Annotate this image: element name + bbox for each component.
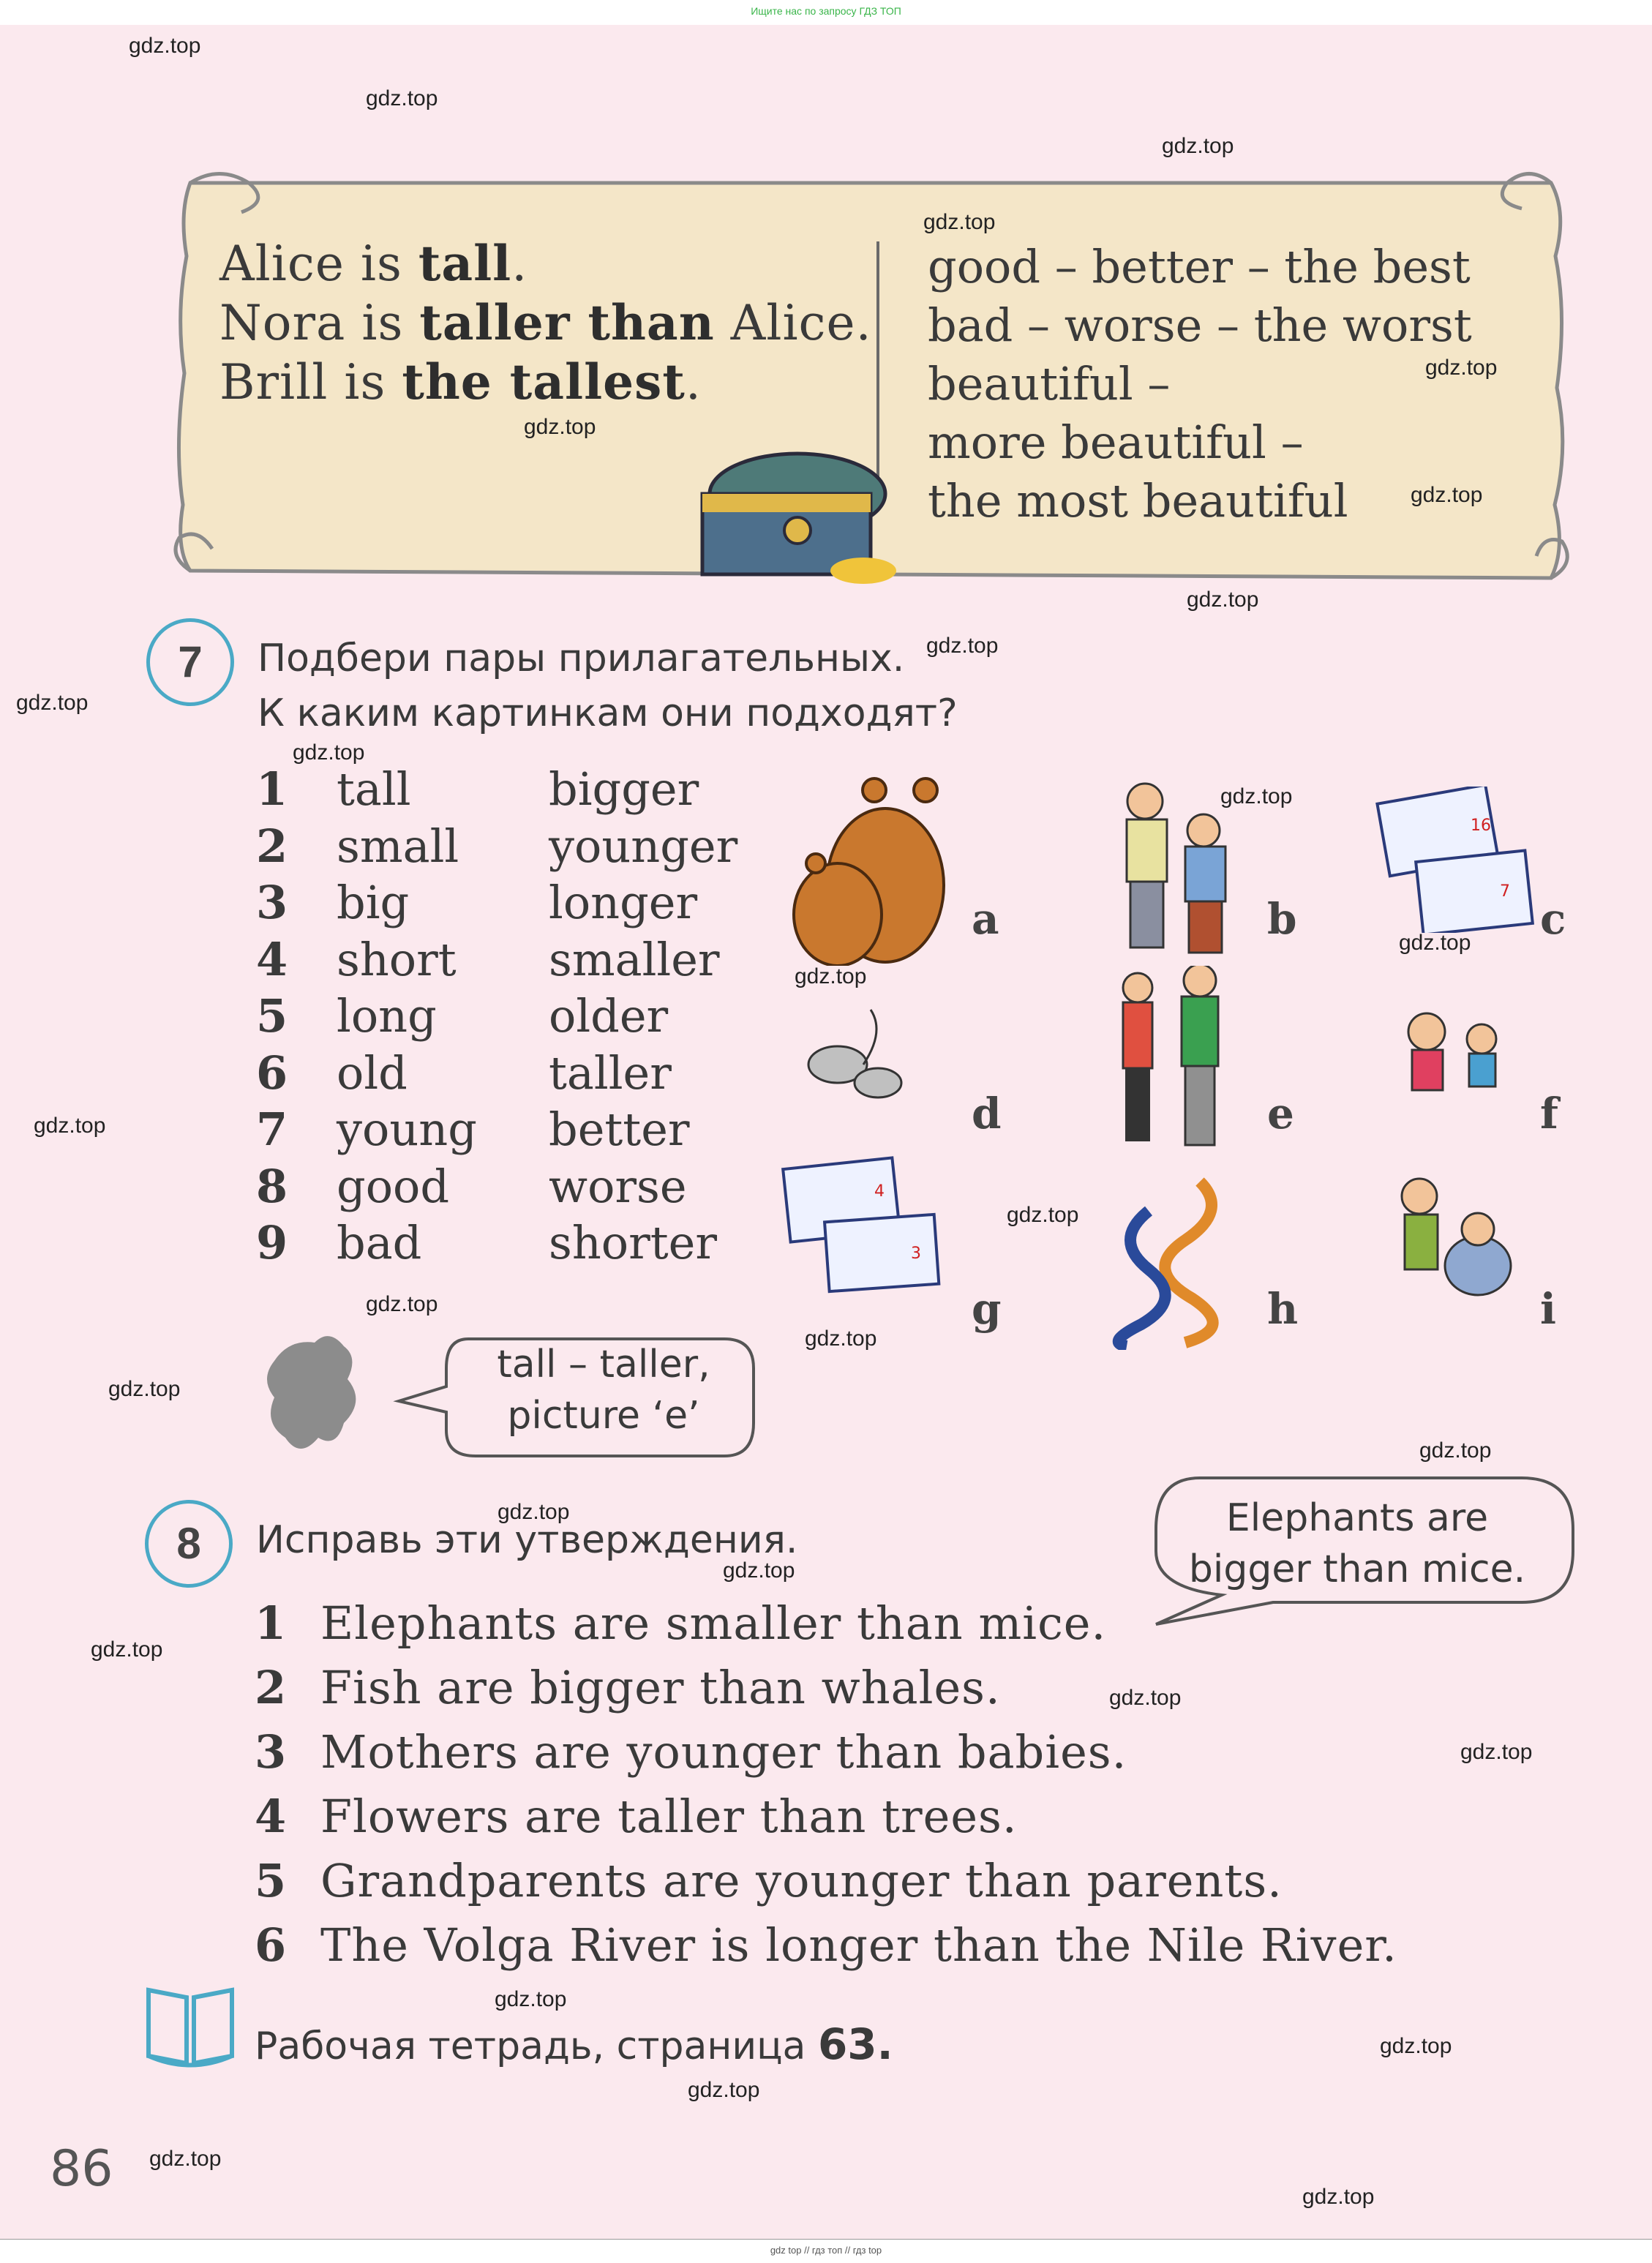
comparison-example <box>219 234 872 412</box>
adjective-list <box>256 761 737 1272</box>
svg-text:4: 4 <box>874 1182 885 1201</box>
picture-label-b: b <box>1267 894 1297 944</box>
list-item: 4 short smaller <box>256 932 720 986</box>
list-item: 6 The Volga River is longer than the Nile River. <box>255 1918 1397 1972</box>
notebooks-picture-c <box>1375 787 1536 933</box>
irregular-line-1: good – better – the best <box>928 240 1471 293</box>
irregular-forms <box>928 238 1472 530</box>
bears-picture <box>783 768 958 966</box>
workbook-reference: Рабочая тетрадь, страница 63. <box>255 2019 893 2069</box>
svg-text:3: 3 <box>911 1245 921 1263</box>
watermark: gdz.top <box>91 1637 163 1662</box>
watermark: gdz.top <box>34 1114 106 1138</box>
watermark: gdz.top <box>293 740 365 765</box>
list-item: 9 bad shorter <box>256 1216 717 1269</box>
watermark: gdz.top <box>524 415 596 439</box>
snakes-picture <box>1083 1167 1251 1350</box>
watermark: gdz.top <box>1419 1438 1492 1463</box>
irregular-line-2: bad – worse – the worst <box>928 299 1472 352</box>
list-item: 2 Fish are bigger than whales. <box>255 1661 1001 1714</box>
watermark: gdz.top <box>1399 931 1471 955</box>
watermark: gdz.top <box>149 2147 222 2171</box>
top-banner-text: Ищите нас по запросу ГДЗ ТОП <box>751 5 901 17</box>
list-item: 3 Mothers are younger than babies. <box>255 1725 1127 1779</box>
irregular-line-3: beautiful – <box>928 357 1171 410</box>
bottom-banner-text: gdz top // гдз топ // гдз top <box>770 2245 882 2256</box>
exercise-8-heading: Исправь эти утверждения. <box>256 1518 798 1562</box>
picture-label-a: a <box>972 894 999 944</box>
girl-silhouette-icon <box>267 1336 356 1449</box>
list-item: 5 long older <box>256 989 669 1043</box>
watermark: gdz.top <box>1460 1740 1533 1764</box>
watermark: gdz.top <box>1425 356 1498 380</box>
list-item: 6 old taller <box>256 1046 672 1100</box>
watermark: gdz.top <box>723 1558 795 1583</box>
watermark: gdz.top <box>1220 784 1293 808</box>
watermark: gdz.top <box>1302 2185 1375 2209</box>
notebooks-picture-g <box>779 1156 947 1295</box>
picture-label-h: h <box>1267 1284 1299 1334</box>
example-line-2: Nora is taller than Alice. <box>219 294 872 351</box>
picture-label-f: f <box>1540 1089 1558 1138</box>
picture-label-e: e <box>1267 1089 1294 1138</box>
watermark: gdz.top <box>1380 2034 1452 2058</box>
list-item: 2 small younger <box>256 819 738 873</box>
book-icon <box>143 1975 238 2071</box>
list-item: 8 good worse <box>256 1159 687 1213</box>
picture-label-c: c <box>1540 894 1566 944</box>
exercise-7-heading-2: К каким картинкам они подходят? <box>258 691 958 735</box>
treasure-chest-icon <box>688 421 907 596</box>
picture-label-g: g <box>972 1284 1002 1334</box>
watermark: gdz.top <box>688 2078 760 2102</box>
svg-text:7: 7 <box>1500 882 1510 901</box>
watermark: gdz.top <box>366 86 438 110</box>
watermark: gdz.top <box>1007 1203 1079 1227</box>
watermark: gdz.top <box>1187 588 1259 612</box>
bubble-7-line-2: picture ‘e’ <box>507 1394 700 1438</box>
watermark: gdz.top <box>923 210 996 234</box>
children-picture-f <box>1383 1002 1514 1127</box>
exercise-8-badge: 8 <box>145 1500 233 1588</box>
watermark: gdz.top <box>498 1500 570 1524</box>
watermark: gdz.top <box>1109 1686 1182 1710</box>
bubble-8-line-2: bigger than mice. <box>1188 1547 1526 1591</box>
example-line-1: Alice is tall. <box>219 235 528 292</box>
bubble-8-line-1: Elephants are <box>1225 1496 1489 1540</box>
watermark: gdz.top <box>16 691 89 715</box>
exercise-7-heading-1: Подбери пары прилагательных. <box>258 637 905 680</box>
list-item: 3 big longer <box>256 876 698 929</box>
list-item: 1 Elephants are smaller than mice. <box>255 1596 1107 1650</box>
watermark: gdz.top <box>366 1292 438 1316</box>
irregular-line-4: more beautiful – <box>928 416 1304 469</box>
watermark: gdz.top <box>129 34 201 58</box>
bottom-banner <box>0 2239 1652 2263</box>
irregular-line-5: the most beautiful <box>928 474 1348 528</box>
watermark: gdz.top <box>1162 134 1234 158</box>
watermark: gdz.top <box>1411 483 1483 507</box>
watermark: gdz.top <box>495 1987 567 2011</box>
exercise-7-badge: 7 <box>146 618 234 706</box>
page-number: 86 <box>50 2140 113 2198</box>
watermark: gdz.top <box>926 634 999 658</box>
list-item: 4 Flowers are taller than trees. <box>255 1790 1018 1843</box>
top-banner <box>0 0 1652 25</box>
list-item: 7 young better <box>256 1103 690 1156</box>
list-item: 1 tall bigger <box>256 762 699 816</box>
watermark: gdz.top <box>108 1377 181 1401</box>
child-baby-picture <box>1379 1171 1525 1310</box>
picture-label-i: i <box>1540 1284 1557 1334</box>
watermark: gdz.top <box>795 964 867 988</box>
mice-picture <box>797 1002 915 1105</box>
tall-men-picture <box>1105 966 1251 1149</box>
statement-list <box>255 1591 1397 1978</box>
bubble-7-line-1: tall – taller, <box>497 1343 710 1386</box>
watermark: gdz.top <box>805 1326 877 1351</box>
list-item: 5 Grandparents are younger than parents. <box>255 1854 1283 1907</box>
example-line-3: Brill is the tallest. <box>219 353 702 410</box>
svg-text:16: 16 <box>1471 817 1491 835</box>
picture-label-d: d <box>972 1089 1002 1138</box>
